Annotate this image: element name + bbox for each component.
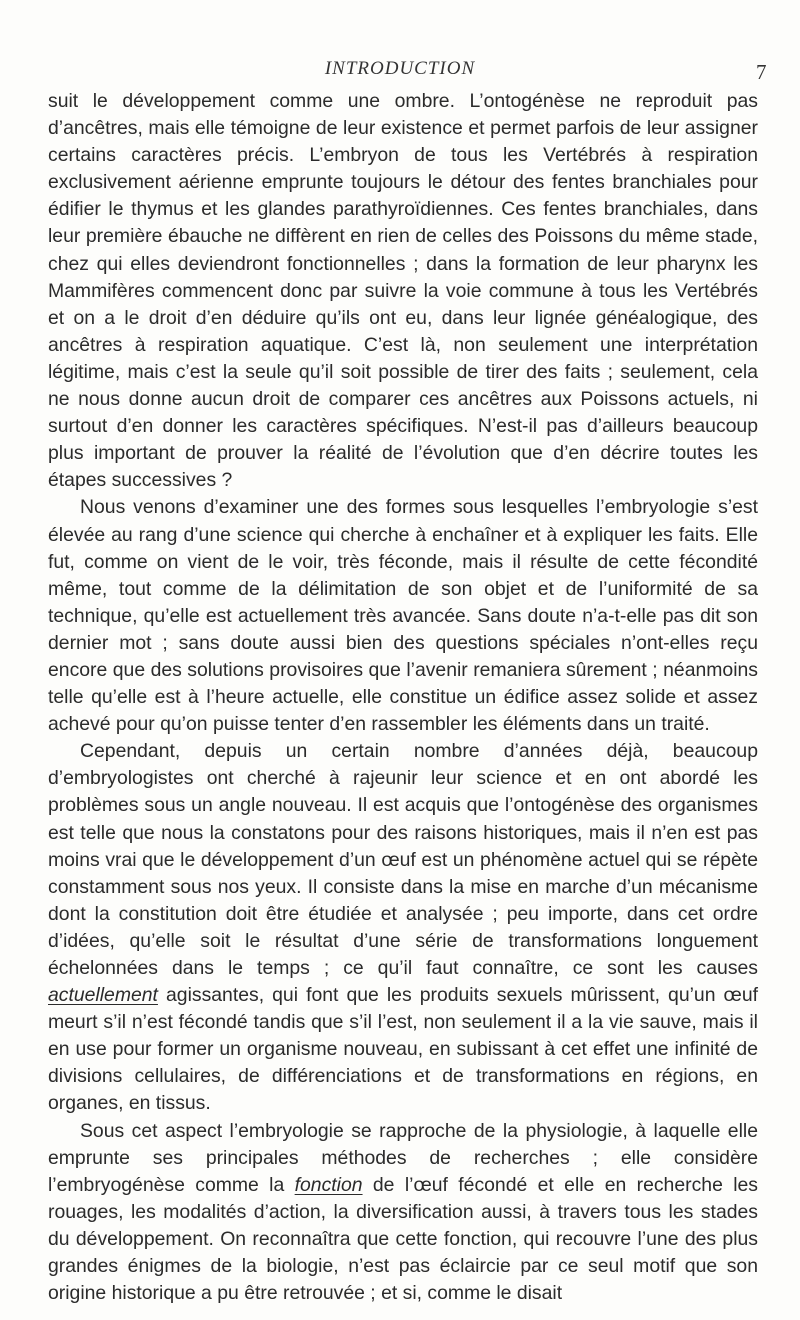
- paragraph-4-text-after: de l’œuf fécondé et elle en recherche les rouages, les modalités d’action, la diversification aussi, à travers tous les stades du développement. On reconnaîtra que cette fonction, qui recouvre l’une des plus grandes énigmes de la biologie, n’est pas éclaircie par ce seul motif que son origine historique a pu être retrouvée ; et si, comme le disait: [48, 1173, 758, 1305]
- emphasized-word-fonction: fonction: [294, 1173, 363, 1196]
- running-title: INTRODUCTION: [324, 58, 476, 79]
- paragraph-1: suit le développement comme une ombre. L’ontogénèse ne reproduit pas d’ancêtres, mais elle témoigne de leur existence et permet parfois de leur assigner certains caractères précis. L’embryon de tous les Vertébrés à respiration exclusivement aérienne emprunte toujours le détour des fentes branchiales pour édifier le thymus et les glandes parathyroïdiennes. Ces fentes branchiales, dans leur première ébauche ne diffèrent en rien de celles des Poissons du même stade, chez qui elles deviendront fonctionnelles ; dans la formation de leur pharynx les Mammifères commencent donc par suivre la voie commune à tous les Vertébrés et on a le droit d’en déduire qu’ils ont eu, dans leur lignée généalogique, des ancêtres à respiration aquatique. C’est là, non seulement une interprétation légitime, mais c’est la seule qu’il soit possible de tirer des faits ; seulement, cela ne nous donne aucun droit de comparer ces ancêtres aux Poissons actuels, ni surtout d’en donner les caractères spécifiques. N’est-il pas d’ailleurs beaucoup plus important de prouver la réalité de l’évolution que d’en décrire toutes les étapes successives ?: [48, 90, 758, 492]
- page-number: 7: [756, 60, 767, 84]
- body-text: [48, 88, 758, 1307]
- paragraph-3-text-before: Cependant, depuis un certain nombre d’années déjà, beaucoup d’embryologistes ont cherché à rajeunir leur science et en ont abordé les problèmes sous un angle nouveau. Il est acquis que l’ontogénèse des organismes est telle que nous la constatons pour des raisons historiques, mais il n’en est pas moins vrai que le développement d’un œuf est un phénomène actuel qui se répète constamment sous nos yeux. Il consiste dans la mise en marche d’un mécanisme dont la constitution doit être étudiée et analysée ; peu importe, dans cet ordre d’idées, qu’elle soit le résultat d’une série de transformations longuement échelonnées dans le temps ; ce qu’il faut connaître, ce sont les causes: [48, 740, 758, 979]
- paragraph-4: [48, 1118, 758, 1308]
- paragraph-4-text-before: Sous cet aspect l’embryologie se rapproche de la physiologie, à laquelle elle emprunte ses principales méthodes de recherches ; elle considère l’embryogénèse comme la: [48, 1119, 758, 1196]
- emphasized-word-actuellement: actuellement: [48, 984, 158, 1007]
- paragraph-3-text-after: agissantes, qui font que les produits sexuels mûrissent, qu’un œuf meurt s’il n’est fécondé tandis que s’il l’est, non seulement il a la vie sauve, mais il en use pour former un organisme nouveau, en subissant à cet effet une infinité de divisions cellulaires, de différenciations et de transformations en régions, en organes, en tissus.: [48, 984, 758, 1115]
- paragraph-3: [48, 738, 758, 1117]
- paragraph-2: Nous venons d’examiner une des formes sous lesquelles l’embryologie s’est élevée au rang d’une science qui cherche à enchaîner et à expliquer les faits. Elle fut, comme on vient de le voir, très féconde, mais il résulte de cette fécondité même, tout comme de la délimitation de son objet et de l’uniformité de sa technique, qu’elle est actuellement très avancée. Sans doute n’a-t-elle pas dit son dernier mot ; sans doute aussi bien des questions spéciales n’ont-elles reçu encore que des solutions provisoires que l’avenir remaniera sûrement ; néanmoins telle qu’elle est à l’heure actuelle, elle constitue un édifice assez solide et assez achevé pour qu’on puisse tenter d’en rassembler les éléments dans un traité.: [48, 496, 758, 736]
